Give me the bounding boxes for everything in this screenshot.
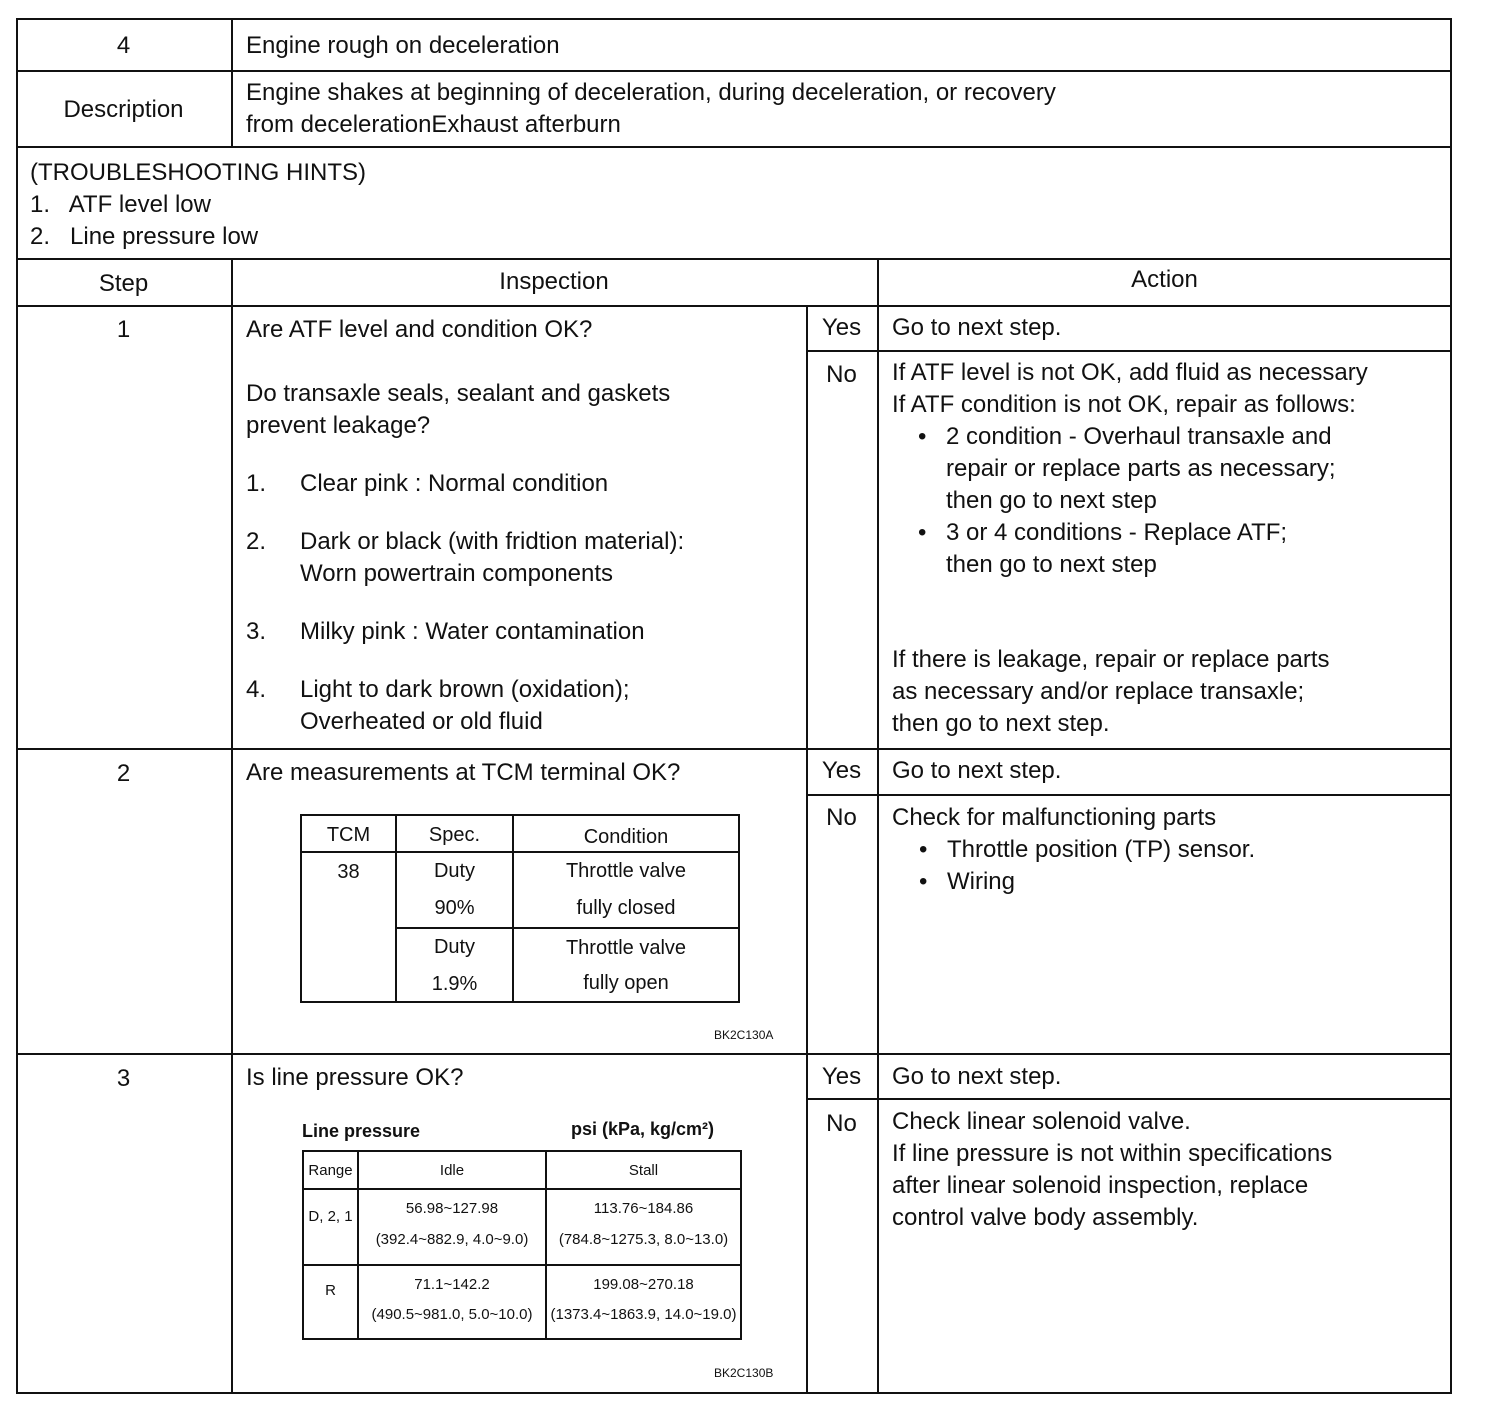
problem-number: 4 xyxy=(116,32,131,59)
spec-cell: Duty 1.9% xyxy=(396,928,513,1002)
no-action-line: as necessary and/or replace transaxle; xyxy=(892,678,1305,705)
hint-item: 1. ATF level low xyxy=(30,191,211,218)
yes-action: Go to next step. xyxy=(892,1063,1062,1090)
condition-text: Milky pink : Water contamination xyxy=(300,618,645,645)
condition-text: Clear pink : Normal condition xyxy=(300,470,609,497)
step-number: 3 xyxy=(116,1065,131,1092)
idle-header: Idle xyxy=(358,1151,546,1189)
no-action-bullet: • Wiring xyxy=(947,866,1015,898)
no-label: No xyxy=(826,1110,857,1137)
no-action-line: Check linear solenoid valve. xyxy=(892,1108,1191,1135)
stall-cell: 199.08~270.18 (1373.4~1863.9, 14.0~19.0) xyxy=(546,1265,741,1339)
column-action: Action xyxy=(1131,266,1198,293)
no-action-bullet: • 3 or 4 conditions - Replace ATF; xyxy=(946,517,1287,549)
tcm-spec-table xyxy=(300,814,740,1003)
no-action-line: If there is leakage, repair or replace parts xyxy=(892,646,1330,673)
step-question: Are ATF level and condition OK? xyxy=(246,316,593,343)
condition-text: Dark or black (with fridtion material): xyxy=(300,528,685,555)
no-action-line: If ATF level is not OK, add fluid as necessary xyxy=(892,359,1368,386)
step-question-line: prevent leakage? xyxy=(246,412,431,439)
yes-label: Yes xyxy=(821,757,862,784)
yes-action: Go to next step. xyxy=(892,757,1062,784)
no-action-bullet-cont: then go to next step xyxy=(946,551,1157,578)
no-action-line: If ATF condition is not OK, repair as follows: xyxy=(892,391,1356,418)
rule-step2-yes xyxy=(806,794,1452,796)
idle-cell: 71.1~142.2 (490.5~981.0, 5.0~10.0) xyxy=(358,1265,546,1339)
no-action-line: If line pressure is not within specifications xyxy=(892,1140,1333,1167)
condition-header: Condition xyxy=(513,815,739,852)
column-inspection: Inspection xyxy=(499,268,609,295)
description-label: Description xyxy=(63,96,184,123)
description-line: Engine shakes at beginning of deceleration, during deceleration, or recovery xyxy=(246,79,1056,106)
column-step: Step xyxy=(98,270,149,297)
no-label: No xyxy=(826,804,857,831)
no-action-line: then go to next step. xyxy=(892,710,1110,737)
no-action: Check for malfunctioning parts xyxy=(892,804,1217,831)
no-action-line: after linear solenoid inspection, replace xyxy=(892,1172,1309,1199)
condition-number: 1. xyxy=(246,470,267,497)
no-action-bullet-cont: then go to next step xyxy=(946,487,1157,514)
rule-step3-yes xyxy=(806,1098,1452,1100)
tcm-terminal: 38 xyxy=(301,852,396,1002)
condition-cell: Throttle valve fully open xyxy=(513,928,739,1002)
yes-label: Yes xyxy=(821,1063,862,1090)
tcm-header: TCM xyxy=(301,815,396,852)
yes-label: Yes xyxy=(821,314,862,341)
range-cell: D, 2, 1 xyxy=(303,1189,358,1265)
condition-text: Overheated or old fluid xyxy=(300,708,543,735)
no-label: No xyxy=(826,361,857,388)
step-question: Is line pressure OK? xyxy=(246,1064,464,1091)
range-header: Range xyxy=(303,1151,358,1189)
rule-description xyxy=(16,146,1452,148)
stall-cell: 113.76~184.86 (784.8~1275.3, 8.0~13.0) xyxy=(546,1189,741,1265)
no-action-bullet: • Throttle position (TP) sensor. xyxy=(947,834,1255,866)
spec-header: Spec. xyxy=(396,815,513,852)
rule-left-col xyxy=(231,18,233,146)
no-action-bullet-cont: repair or replace parts as necessary; xyxy=(946,455,1336,482)
line-pressure-title: Line pressure xyxy=(302,1121,421,1141)
range-cell: R xyxy=(303,1265,358,1339)
line-pressure-table xyxy=(302,1150,742,1340)
line-pressure-units: psi (kPa, kg/cm²) xyxy=(571,1119,715,1139)
step-question-line: Do transaxle seals, sealant and gaskets xyxy=(246,380,671,407)
condition-cell: Throttle valve fully closed xyxy=(513,852,739,928)
condition-text: Worn powertrain components xyxy=(300,560,614,587)
spec-cell: Duty 90% xyxy=(396,852,513,928)
rule-step-col xyxy=(231,258,233,1394)
hints-title: (TROUBLESHOOTING HINTS) xyxy=(30,159,367,186)
figure-ref: BK2C130B xyxy=(714,1366,774,1380)
rule-step1-yes xyxy=(806,350,1452,352)
condition-number: 3. xyxy=(246,618,267,645)
step-number: 2 xyxy=(116,760,131,787)
condition-number: 4. xyxy=(246,676,267,703)
rule-action-col xyxy=(877,258,879,1394)
problem-title: Engine rough on deceleration xyxy=(246,32,560,59)
no-action-bullet: • 2 condition - Overhaul transaxle and xyxy=(946,421,1332,453)
condition-number: 2. xyxy=(246,528,267,555)
hint-item: 2. Line pressure low xyxy=(30,223,259,250)
condition-text: Light to dark brown (oxidation); xyxy=(300,676,630,703)
rule-yesno-col xyxy=(806,305,808,1394)
step-question: Are measurements at TCM terminal OK? xyxy=(246,759,681,786)
no-action-line: control valve body assembly. xyxy=(892,1204,1199,1231)
yes-action: Go to next step. xyxy=(892,314,1062,341)
description-line: from decelerationExhaust afterburn xyxy=(246,111,621,138)
stall-header: Stall xyxy=(546,1151,741,1189)
idle-cell: 56.98~127.98 (392.4~882.9, 4.0~9.0) xyxy=(358,1189,546,1265)
step-number: 1 xyxy=(116,316,131,343)
figure-ref: BK2C130A xyxy=(714,1028,774,1042)
